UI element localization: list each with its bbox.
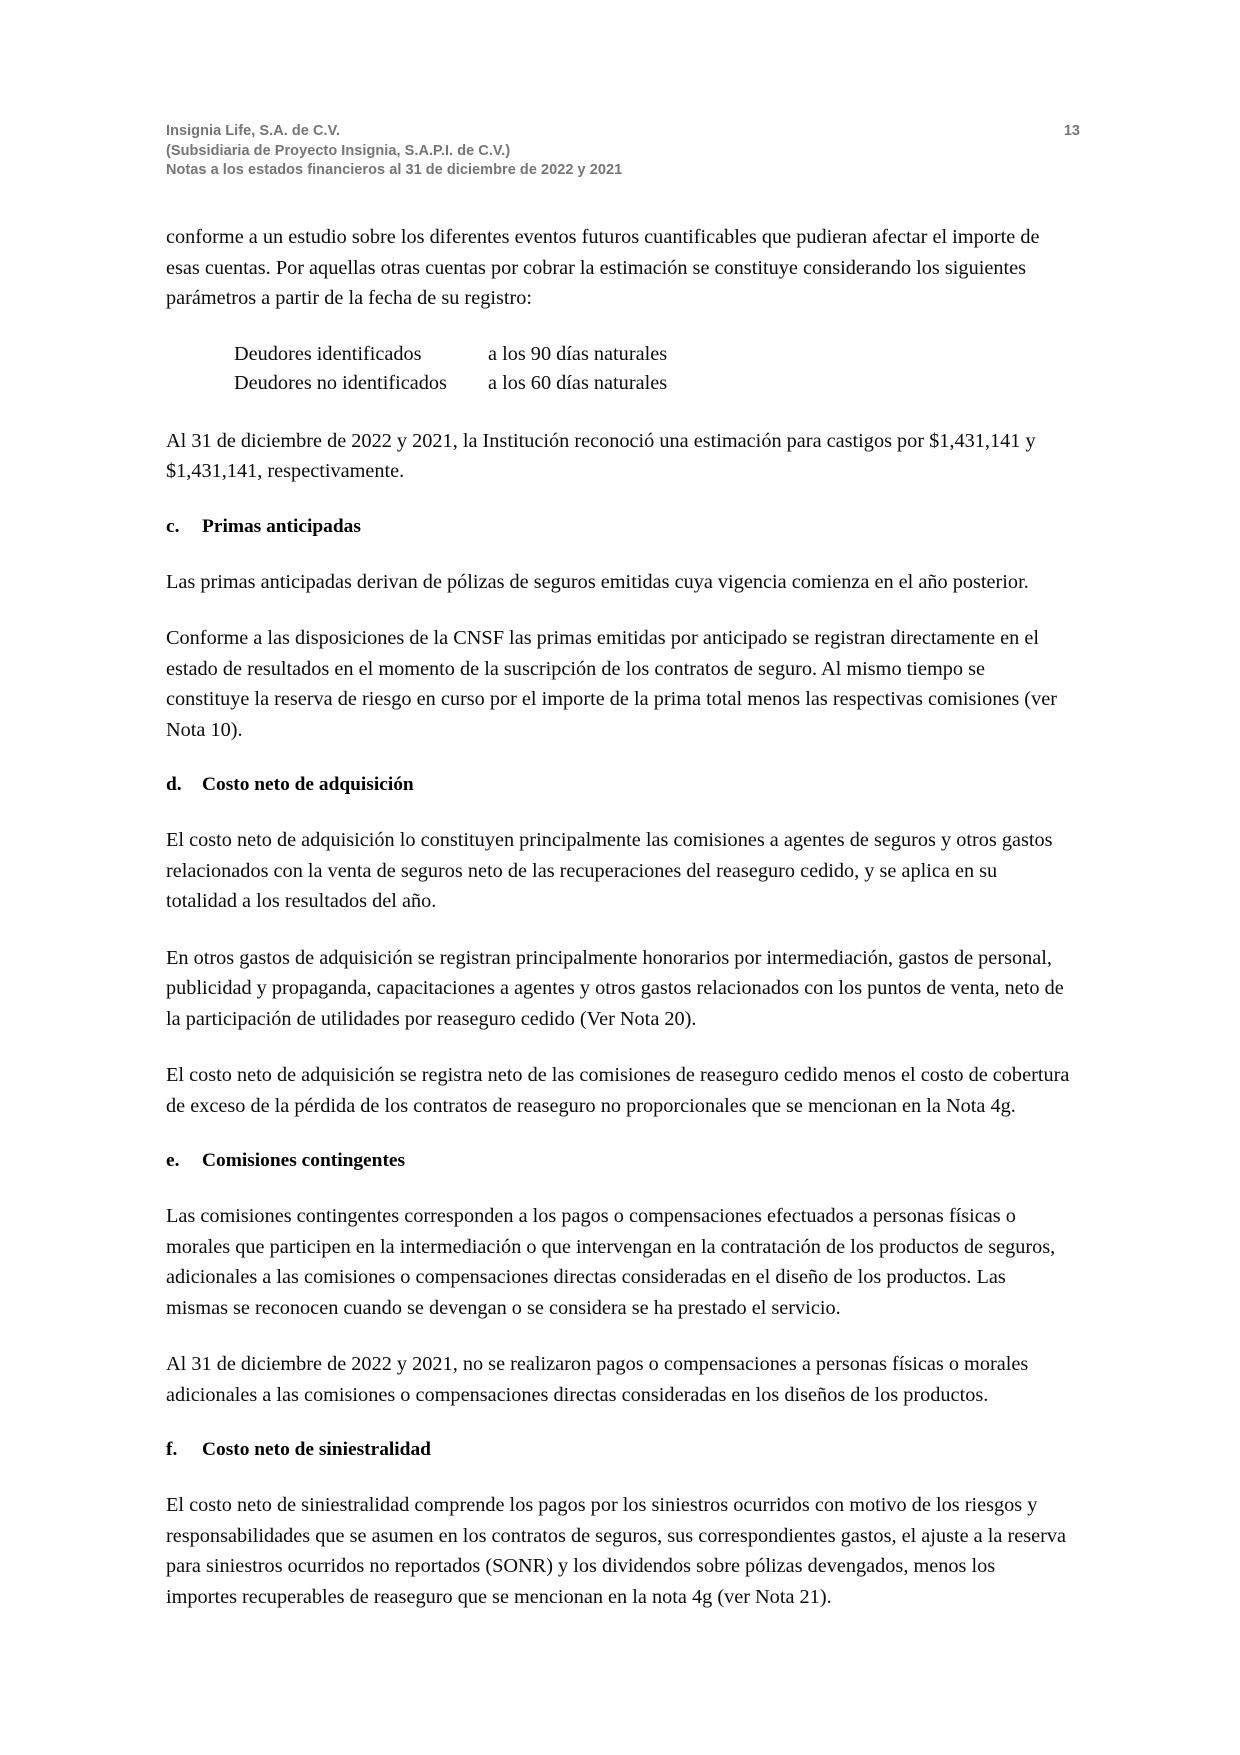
section-e-paragraph-2: Al 31 de diciembre de 2022 y 2021, no se realizaron pagos o compensaciones a personas físicas o morales adicionales a las comisiones o compensaciones directas consideradas en los diseños de los productos. — [166, 1353, 1029, 1406]
intro-paragraph: conforme a un estudio sobre los diferentes eventos futuros cuantificables que pudieran afectar el importe de esas cuentas. Por aquellas otras cuentas por cobrar la estimación se constituye considerando los siguientes parámetros a partir de la fecha de su registro: — [166, 226, 1040, 309]
header-document-subtitle: Notas a los estados financieros al 31 de diciembre de 2022 y 2021 — [166, 162, 623, 178]
section-d-paragraph-1: El costo neto de adquisición lo constituyen principalmente las comisiones a agentes de seguros y otros gastos relacionados con la venta de seguros neto de las recuperaciones del reaseguro cedido, y se aplica en su totalidad a los resultados del año. — [166, 829, 1053, 912]
section-e-paragraph-1: Las comisiones contingentes corresponden a los pagos o compensaciones efectuados a personas físicas o morales que participen en la intermediación o que intervengan en la contratación de los productos de seguros, adicionales a las comisiones o compensaciones directas consideradas en el diseño de los productos. Las mismas se reconocen cuando se devengan o se considera se ha prestado el servicio. — [166, 1205, 1056, 1319]
section-d-paragraph-3: El costo neto de adquisición se registra neto de las comisiones de reaseguro cedido menos el costo de cobertura de exceso de la pérdida de los contratos de reaseguro no proporcionales que se mencionan en la Nota 4g. — [166, 1064, 1070, 1117]
section-title: Costo neto de adquisición — [202, 774, 414, 795]
section-title: Costo neto de siniestralidad — [202, 1439, 431, 1460]
document-header — [166, 122, 1080, 181]
parameter-label: Deudores no identificados — [234, 371, 447, 394]
document-body — [166, 222, 1070, 1612]
section-c-paragraph-1: Las primas anticipadas derivan de pólizas de seguros emitidas cuya vigencia comienza en el año posterior. — [166, 570, 1029, 593]
parameter-label: Deudores identificados — [234, 342, 422, 365]
parameter-value: a los 90 días naturales — [488, 342, 668, 365]
estimation-paragraph: Al 31 de diciembre de 2022 y 2021, la Institución reconoció una estimación para castigos por $1,431,141 y $1,431,141, respectivamente. — [166, 429, 1036, 482]
section-letter: f. — [166, 1439, 178, 1460]
table-row — [166, 369, 888, 398]
section-letter: c. — [166, 515, 180, 537]
section-heading-d — [166, 771, 1070, 799]
page-number: 13 — [1063, 123, 1080, 139]
section-d-paragraph-2: En otros gastos de adquisición se registran principalmente honorarios por intermediación, gastos de personal, publicidad y propaganda, capacitaciones a agentes y otros gastos relacionados con los puntos de venta, neto de la participación de utilidades por reaseguro cedido (Ver Nota 20). — [166, 946, 1064, 1030]
header-company-name: Insignia Life, S.A. de C.V. — [166, 123, 341, 139]
section-title: Comisiones contingentes — [202, 1150, 406, 1171]
parameter-value: a los 60 días naturales — [488, 371, 668, 394]
header-title-block — [166, 122, 622, 181]
section-c-paragraph-2: Conforme a las disposiciones de la CNSF las primas emitidas por anticipado se registran directamente en el estado de resultados en el momento de la suscripción de los contratos de seguro. Al mismo tiempo se constituye la reserva de riesgo en curso por el importe de la prima total menos las respectivas comisiones (ver Nota 10). — [166, 627, 1057, 741]
section-title: Primas anticipadas — [202, 515, 361, 537]
table-row — [166, 340, 888, 369]
header-subsidiary-name: (Subsidiaria de Proyecto Insignia, S.A.P.I. de C.V.) — [166, 142, 511, 159]
section-letter: e. — [166, 1150, 180, 1171]
section-heading-e — [166, 1147, 1070, 1175]
section-heading-f — [166, 1436, 1070, 1464]
section-f-paragraph-1: El costo neto de siniestralidad comprende los pagos por los siniestros ocurridos con motivo de los riesgos y responsabilidades que se asumen en los contratos de seguros, sus correspondientes gastos, el ajuste a la reserva para siniestros ocurridos no reportados (SONR) y los dividendos sobre pólizas devengados, menos los importes recuperables de reaseguro que se mencionan en la nota 4g (ver Nota 21). — [166, 1494, 1067, 1608]
section-heading-c — [166, 513, 1070, 541]
parameter-list — [166, 340, 888, 398]
section-letter: d. — [166, 774, 182, 795]
